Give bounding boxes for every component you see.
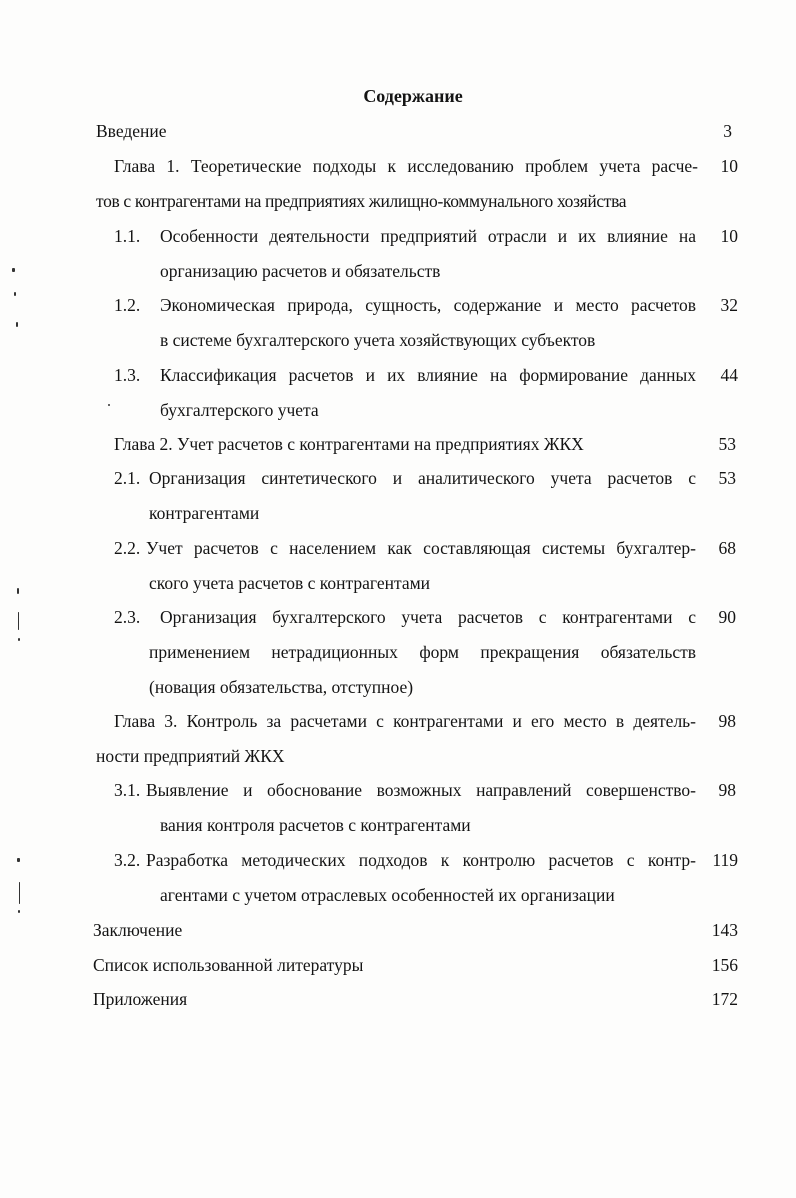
scan-speck <box>12 268 15 272</box>
toc-page-number: 98 <box>718 711 736 731</box>
toc-section-number: 2.3. <box>114 607 141 627</box>
toc-entry-text: применением нетрадиционных форм прекращения обязательств <box>149 642 696 662</box>
scan-speck <box>14 292 16 296</box>
toc-entry-section-2-2 <box>114 531 696 601</box>
scan-speck <box>19 882 20 904</box>
toc-entry-text: Список использованной литературы <box>93 955 364 975</box>
toc-entry-section-2-3 <box>114 600 696 705</box>
toc-page-number: 10 <box>720 226 738 246</box>
toc-entry-text: контрагентами <box>149 503 260 523</box>
toc-page-number: 53 <box>718 468 736 488</box>
toc-page-number: 143 <box>711 920 738 940</box>
toc-entry-section-3-2 <box>114 843 696 913</box>
toc-section-number: 1.1. <box>114 226 141 246</box>
toc-entry-text: бухгалтерского учета <box>160 400 319 420</box>
toc-page-number: 156 <box>711 955 738 975</box>
toc-section-number: 2.2. <box>114 538 141 558</box>
toc-section-number: 1.3. <box>114 365 141 385</box>
toc-entry-text: ности предприятий ЖКХ <box>96 746 285 766</box>
page-title: Содержание <box>363 86 463 106</box>
toc-entry-text: Организация бухгалтерского учета расчетов с контрагентами с <box>160 607 696 627</box>
toc-section-number: 3.2. <box>114 850 141 870</box>
scan-speck <box>18 638 20 641</box>
toc-entry-text: Введение <box>96 121 167 141</box>
toc-entry-appendices <box>93 982 653 1017</box>
toc-entry-references <box>93 948 653 983</box>
toc-entry-text: организацию расчетов и обязательств <box>160 261 441 281</box>
toc-page-number: 68 <box>718 538 736 558</box>
scan-speck <box>17 858 20 862</box>
toc-entry-text: Заключение <box>93 920 183 940</box>
toc-section-number: 2.1. <box>114 468 141 488</box>
toc-entry-section-3-1 <box>114 773 696 843</box>
toc-entry-text: Организация синтетического и аналитического учета расчетов с <box>149 468 696 488</box>
toc-entry-text: Особенности деятельности предприятий отрасли и их влияние на <box>160 226 696 246</box>
toc-entry-section-1-3 <box>114 358 696 428</box>
toc-entry-chapter-1 <box>96 149 698 219</box>
toc-entry-text: агентами с учетом отраслевых особенностей их организации <box>160 885 615 905</box>
toc-entry-text: Разработка методических подходов к контролю расчетов с контр- <box>146 850 696 870</box>
toc-entry-text: тов с контрагентами на предприятиях жилищно-коммунального хозяйства <box>96 191 627 211</box>
toc-entry-intro <box>96 114 696 149</box>
toc-page-number: 90 <box>718 607 736 627</box>
toc-entry-chapter-3 <box>96 704 696 774</box>
toc-page-number: 119 <box>712 850 738 870</box>
toc-page-number: 10 <box>720 156 738 176</box>
toc-entry-text: вания контроля расчетов с контрагентами <box>160 815 471 835</box>
toc-entry-text: (новация обязательства, отступное) <box>149 677 414 697</box>
toc-entry-text: в системе бухгалтерского учета хозяйствующих субъектов <box>160 330 596 350</box>
scan-speck <box>17 588 19 594</box>
toc-page-number: 53 <box>718 434 736 454</box>
toc-entry-text: Глава 3. Контроль за расчетами с контрагентами и его место в деятель- <box>114 711 696 731</box>
toc-entry-text: Классификация расчетов и их влияние на формирование данных <box>160 365 696 385</box>
toc-entry-section-1-2 <box>114 288 696 358</box>
scan-speck <box>18 612 19 630</box>
toc-entry-section-1-1 <box>114 219 696 289</box>
scan-speck <box>108 404 110 406</box>
toc-entry-section-2-1 <box>114 461 696 531</box>
scan-speck <box>16 322 18 327</box>
toc-page-number: 44 <box>720 365 738 385</box>
toc-section-number: 3.1. <box>114 780 141 800</box>
toc-page-number: 172 <box>711 989 738 1009</box>
toc-entry-conclusion <box>93 913 653 948</box>
toc-section-number: 1.2. <box>114 295 141 315</box>
toc-entry-text: Учет расчетов с населением как составляющая системы бухгалтер- <box>146 538 696 558</box>
toc-entry-text: Глава 1. Теоретические подходы к исследованию проблем учета расче- <box>114 156 698 176</box>
toc-entry-text: Глава 2. Учет расчетов с контрагентами на предприятиях ЖКХ <box>114 434 584 454</box>
toc-entry-text: ского учета расчетов с контрагентами <box>149 573 431 593</box>
toc-entry-chapter-2 <box>114 427 674 462</box>
toc-entry-text: Выявление и обоснование возможных направлений совершенство- <box>146 780 696 800</box>
toc-page-number: 98 <box>718 780 736 800</box>
toc-entry-text: Приложения <box>93 989 188 1009</box>
toc-page-number: 3 <box>723 121 732 141</box>
toc-page-number: 32 <box>720 295 738 315</box>
scan-speck <box>18 910 20 913</box>
toc-entry-text: Экономическая природа, сущность, содержание и место расчетов <box>160 295 696 315</box>
